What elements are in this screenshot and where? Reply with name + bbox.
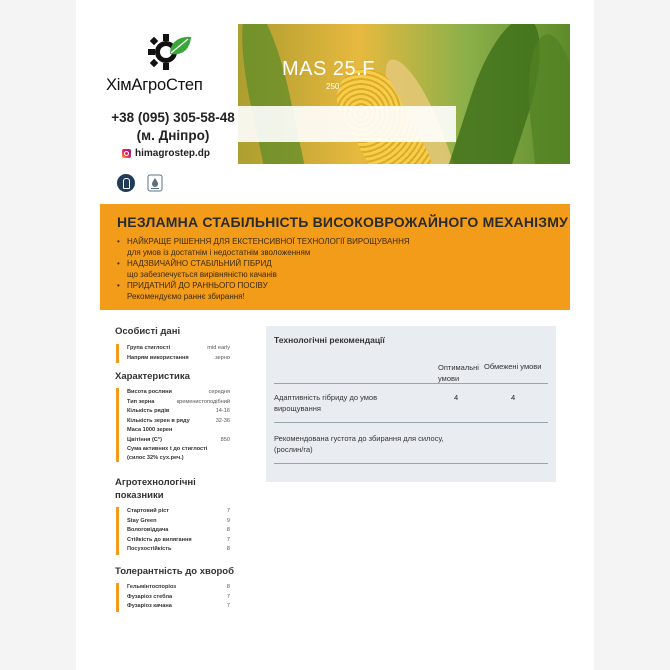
feature-line: • НАЙКРАЩЕ РІШЕННЯ ДЛЯ ЕКСТЕНСИВНОЇ ТЕХНОЛОГІЇ ВИРОЩУВАННЯ xyxy=(124,236,410,247)
disease-list xyxy=(116,583,230,612)
divider xyxy=(274,463,548,464)
instagram-icon xyxy=(122,149,131,158)
list-item xyxy=(127,526,230,536)
divider xyxy=(274,422,548,423)
row-value: зерно xyxy=(215,354,230,361)
list-item xyxy=(127,344,230,354)
value-optimal: 4 xyxy=(454,393,459,402)
agro-title xyxy=(115,477,196,501)
row-value: 7 xyxy=(226,536,230,543)
list-item xyxy=(127,507,230,517)
feature-line: • ПРИДАТНИЙ ДО РАННЬОГО ПОСІВУ xyxy=(124,280,410,291)
row-value: 9 xyxy=(226,517,230,524)
agro-title-line: Агротехнологічні xyxy=(115,477,196,488)
list-item xyxy=(127,536,230,546)
row-value: 7 xyxy=(226,603,230,609)
row-value: кременистоподібний xyxy=(176,398,230,405)
corn-leaf xyxy=(231,24,310,164)
row-value: середня xyxy=(208,389,230,395)
feature-line: • НАДЗВИЧАЙНО СТАБІЛЬНИЙ ГІБРИД xyxy=(124,258,410,269)
divider xyxy=(274,383,548,384)
phone-number[interactable]: +38 (095) 305-58-48 xyxy=(111,110,235,125)
row-label-adaptivity: Адаптивність гібриду до умов вирощування xyxy=(274,393,378,413)
row-key: Стійкість до вилягання xyxy=(127,536,192,543)
agro-list xyxy=(116,507,230,555)
row-value: 8 xyxy=(226,527,230,533)
value-limited: 4 xyxy=(511,393,516,402)
row-key: Тип зерна xyxy=(127,398,155,405)
list-item xyxy=(127,445,230,455)
row-key: Кількість зерен в ряду xyxy=(127,417,190,424)
row-key: (силос 32% сух.реч.) xyxy=(127,454,184,461)
row-key: Сума активних t до стиглості xyxy=(127,446,208,452)
agro-title-line: показники xyxy=(115,490,164,501)
brand-name: ХімАгроСтеп xyxy=(106,76,203,94)
personal-data-title: Особисті дані xyxy=(115,326,181,337)
list-item xyxy=(127,398,230,408)
row-value: 14-16 xyxy=(215,408,230,414)
disease-title: Толерантність до хвороб xyxy=(115,566,234,577)
row-key: Кількість рядів xyxy=(127,408,170,414)
characteristics-title: Характеристика xyxy=(115,371,190,382)
row-key: Висота рослини xyxy=(127,389,172,395)
list-item xyxy=(127,407,230,417)
row-value: mid early xyxy=(207,345,230,351)
characteristics-list xyxy=(116,388,230,462)
list-item xyxy=(127,545,230,555)
row-value: 850 xyxy=(220,436,230,443)
seed-icon xyxy=(117,174,135,192)
hero-white-bar xyxy=(238,106,456,142)
column-header-limited: Обмежені умови xyxy=(484,362,542,371)
list-item xyxy=(127,583,230,593)
row-key: Посухостійкість xyxy=(127,546,172,552)
list-item xyxy=(127,388,230,398)
list-item xyxy=(127,455,230,462)
instagram-handle[interactable] xyxy=(122,148,210,159)
row-value: 8 xyxy=(226,584,230,590)
list-item xyxy=(127,593,230,603)
list-item xyxy=(127,417,230,427)
row-key: Група стиглості xyxy=(127,345,171,351)
list-item xyxy=(127,517,230,527)
tech-title: Технологічні рекомендації xyxy=(274,335,385,345)
row-key: Гельмінтоспоріоз xyxy=(127,584,177,590)
product-name: MAS 25.F xyxy=(282,58,375,80)
row-key: Фузаріоз качана xyxy=(127,603,172,609)
tech-recommendations-panel xyxy=(266,326,556,482)
row-key: Stay Green xyxy=(127,517,157,524)
row-key: Вологовіддача xyxy=(127,527,169,533)
list-item xyxy=(127,602,230,612)
list-item xyxy=(127,436,230,446)
row-key: Стартовий ріст xyxy=(127,508,170,514)
hero-banner xyxy=(100,24,570,164)
water-drop-icon xyxy=(147,174,163,192)
row-value: 32-36 xyxy=(215,417,230,424)
personal-data-list xyxy=(116,344,230,363)
feature-list xyxy=(124,236,410,302)
row-value: 7 xyxy=(226,508,230,514)
row-value: 7 xyxy=(226,593,230,600)
list-item xyxy=(127,354,230,364)
city-label: (м. Дніпро) xyxy=(136,128,210,143)
banner-title: НЕЗЛАМНА СТАБІЛЬНІСТЬ ВИСОКОВРОЖАЙНОГО МЕХАНІЗМУ xyxy=(117,214,568,230)
list-item xyxy=(127,426,230,436)
row-key: Цвітіння (С°) xyxy=(127,436,162,443)
logo-panel xyxy=(100,24,238,164)
feature-line: для умов із достатнім і недостатнім зволоженням xyxy=(127,248,311,257)
feature-line: Рекомендуємо раннє збирання! xyxy=(127,292,245,301)
product-fao: 250 xyxy=(326,82,340,91)
row-key: Фузаріоз стебла xyxy=(127,593,173,600)
instagram-text: himagrostep.dp xyxy=(135,148,211,159)
column-header-optimal: Оптимальні умови xyxy=(438,363,479,383)
row-key: Напрям використання xyxy=(127,354,189,361)
row-label-density: Рекомендована густота до збирання для силосу, (рослин/га) xyxy=(274,434,444,454)
feature-line: що забезпечується вирівняністю качанів xyxy=(127,270,277,279)
gear-leaf-logo-icon xyxy=(148,32,192,72)
row-value: 8 xyxy=(226,546,230,552)
row-key: Маса 1000 зерен xyxy=(127,427,173,433)
key-features-banner xyxy=(100,204,570,310)
